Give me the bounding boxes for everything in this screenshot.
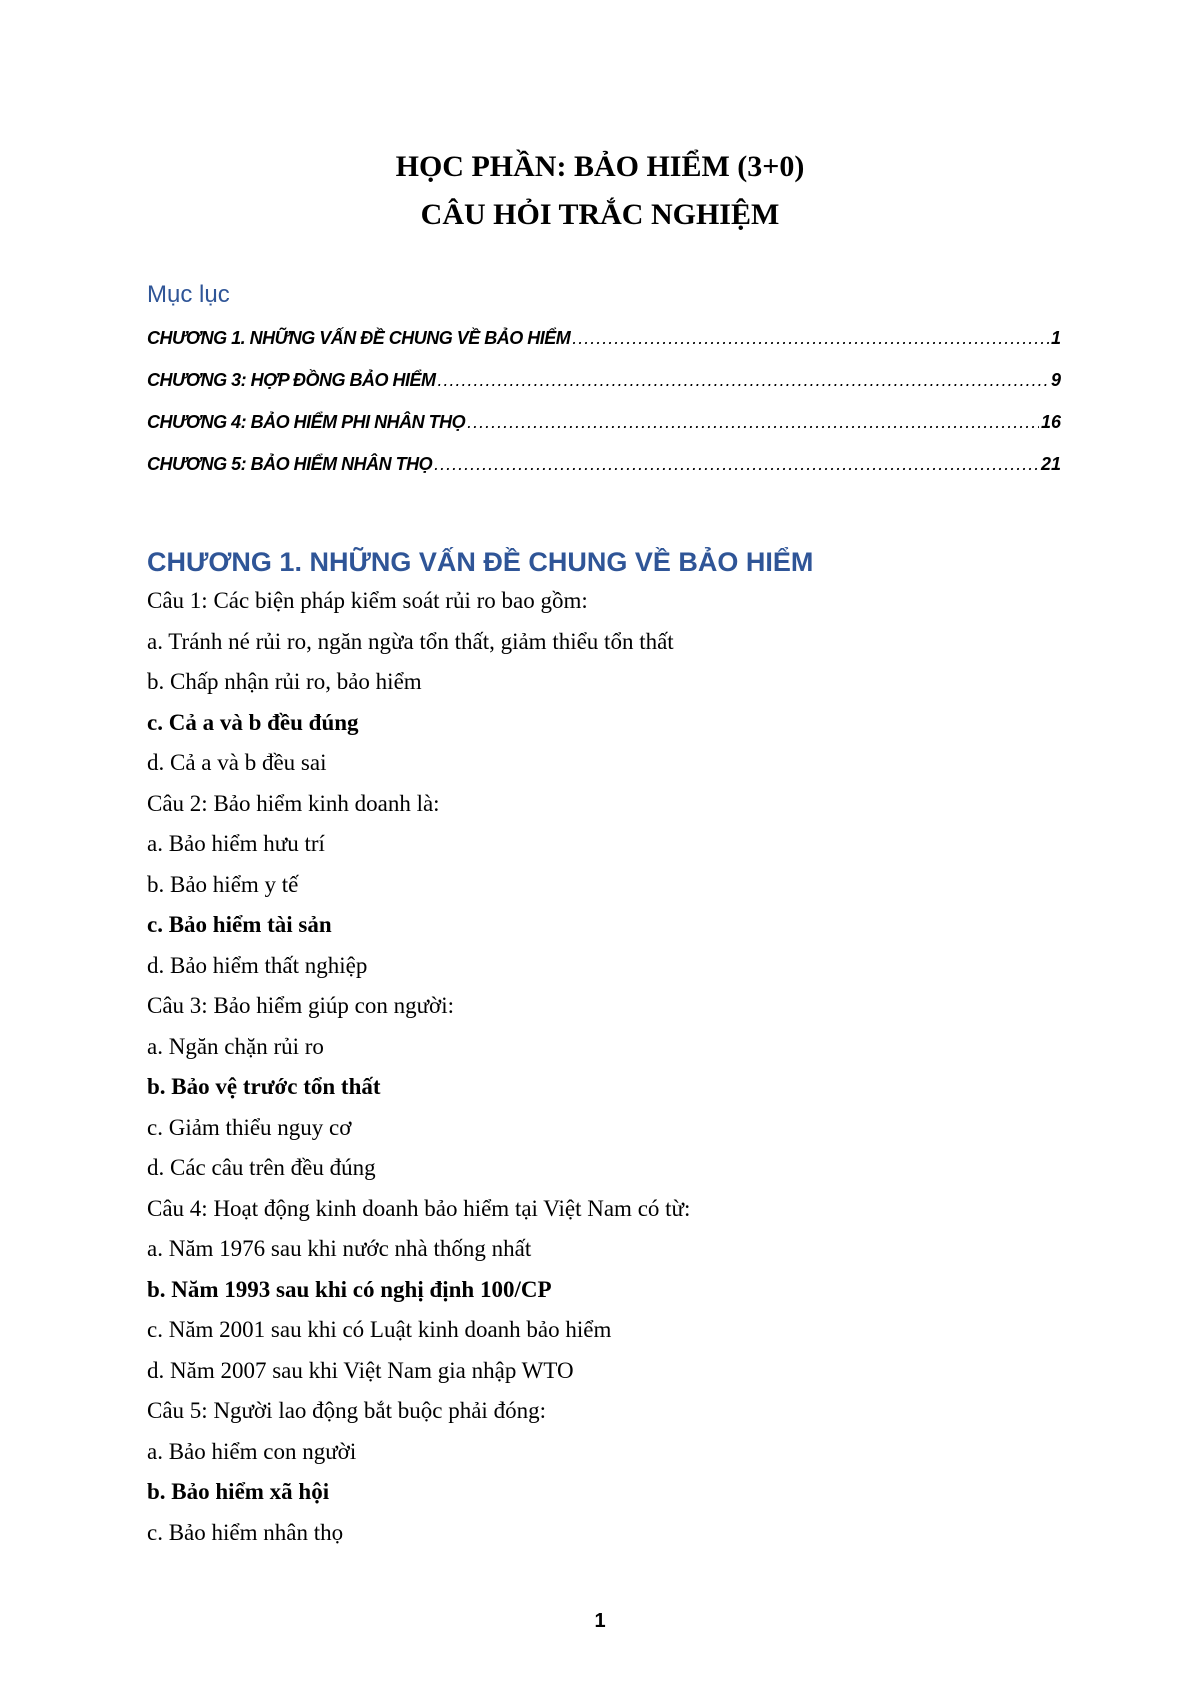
answer-option: b. Chấp nhận rủi ro, bảo hiểm bbox=[147, 669, 422, 694]
question-text: Câu 5: Người lao động bắt buộc phải đóng: bbox=[147, 1398, 546, 1423]
correct-answer-option: b. Bảo hiểm xã hội bbox=[147, 1479, 330, 1504]
answer-option: a. Tránh né rủi ro, ngăn ngừa tổn thất, giảm thiểu tổn thất bbox=[147, 628, 674, 654]
answer-option: a. Ngăn chặn rủi ro bbox=[147, 1033, 324, 1059]
question-text: Câu 3: Bảo hiểm giúp con người: bbox=[147, 993, 454, 1018]
toc-entry-chapter-5[interactable] bbox=[147, 452, 1061, 494]
correct-answer-option: c. Bảo hiểm tài sản bbox=[147, 912, 332, 937]
toc-dot-leader bbox=[467, 410, 1039, 434]
toc-dot-leader bbox=[572, 326, 1049, 350]
toc-heading: Mục lục bbox=[147, 281, 230, 308]
question-text: Câu 1: Các biện pháp kiểm soát rủi ro bao gồm: bbox=[147, 588, 588, 613]
toc-entry-label: CHƯƠNG 4: BẢO HIỂM PHI NHÂN THỌ bbox=[147, 412, 466, 432]
correct-answer-option: b. Bảo vệ trước tổn thất bbox=[147, 1074, 381, 1099]
toc-dot-leader bbox=[434, 452, 1039, 476]
correct-answer-option: c. Cả a và b đều đúng bbox=[147, 709, 359, 735]
toc-entry-label: CHƯƠNG 1. NHỮNG VẤN ĐỀ CHUNG VỀ BẢO HIỂM bbox=[147, 328, 571, 348]
answer-option: c. Giảm thiểu nguy cơ bbox=[147, 1114, 352, 1140]
answer-option: c. Năm 2001 sau khi có Luật kinh doanh bảo hiểm bbox=[147, 1317, 612, 1342]
title-subtitle: CÂU HỎI TRẮC NGHIỆM bbox=[420, 198, 780, 231]
toc-entry-chapter-3[interactable] bbox=[147, 368, 1061, 410]
title-course: HỌC PHẦN: BẢO HIỂM (3+0) bbox=[395, 150, 805, 183]
answer-option: b. Bảo hiểm y tế bbox=[147, 871, 299, 897]
toc-entry-chapter-1[interactable] bbox=[147, 326, 1061, 368]
toc-entry-page: 21 bbox=[1040, 454, 1061, 474]
toc-entry-chapter-4[interactable] bbox=[147, 410, 1061, 452]
question-list bbox=[147, 581, 1067, 1553]
chapter-heading: CHƯƠNG 1. NHỮNG VẤN ĐỀ CHUNG VỀ BẢO HIỂM bbox=[147, 547, 814, 577]
toc-entry-label: CHƯƠNG 5: BẢO HIỂM NHÂN THỌ bbox=[147, 454, 433, 474]
page-number: 1 bbox=[594, 1610, 606, 1632]
question-text: Câu 4: Hoạt động kinh doanh bảo hiểm tại Việt Nam có từ: bbox=[147, 1195, 691, 1221]
table-of-contents bbox=[147, 278, 1061, 494]
answer-option: c. Bảo hiểm nhân thọ bbox=[147, 1519, 344, 1545]
answer-option: d. Năm 2007 sau khi Việt Nam gia nhập WTO bbox=[147, 1357, 574, 1383]
answer-option: a. Năm 1976 sau khi nước nhà thống nhất bbox=[147, 1236, 532, 1261]
answer-option: a. Bảo hiểm hưu trí bbox=[147, 831, 325, 856]
toc-dot-leader bbox=[438, 368, 1049, 392]
toc-entry-page: 9 bbox=[1050, 370, 1061, 390]
answer-option: d. Bảo hiểm thất nghiệp bbox=[147, 952, 368, 978]
answer-option: d. Cả a và b đều sai bbox=[147, 750, 327, 775]
document-title bbox=[0, 143, 1200, 239]
correct-answer-option: b. Năm 1993 sau khi có nghị định 100/CP bbox=[147, 1276, 552, 1302]
answer-option: a. Bảo hiểm con người bbox=[147, 1438, 357, 1464]
toc-entry-page: 16 bbox=[1040, 412, 1061, 432]
question-text: Câu 2: Bảo hiểm kinh doanh là: bbox=[147, 790, 440, 816]
toc-entry-label: CHƯƠNG 3: HỢP ĐỒNG BẢO HIỂM bbox=[147, 370, 436, 390]
answer-option: d. Các câu trên đều đúng bbox=[147, 1155, 376, 1180]
toc-entry-page: 1 bbox=[1050, 328, 1061, 348]
